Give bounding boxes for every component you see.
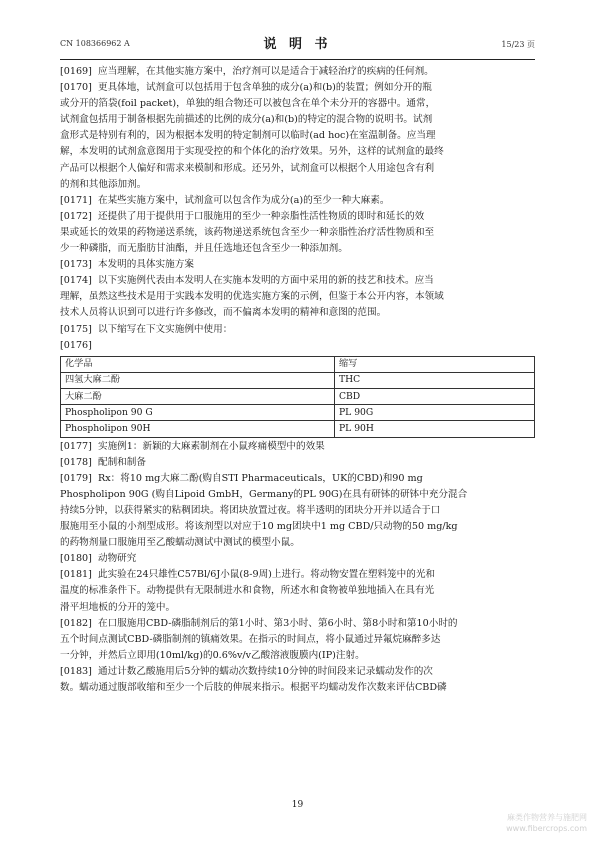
paragraph <box>60 455 535 471</box>
paragraph-number: [0170] <box>60 82 92 94</box>
table-header-abbr: 缩写 <box>335 356 535 372</box>
paragraph-line: Phospholipon 90G (购自Lipoid GmbH，Germany的PL 90G)在具有研钵的研钵中充分混合 <box>60 488 468 500</box>
page-counter: 15/23 页 <box>501 40 535 49</box>
paragraph-text: 在某些实施方案中，试剂盒可以包含作为成分(a)的至少一种大麻素。 <box>98 194 390 206</box>
table-row <box>61 421 535 437</box>
watermark <box>506 812 587 834</box>
paragraph-line <box>60 439 535 455</box>
paragraph-line <box>60 455 535 471</box>
table-row <box>61 389 535 405</box>
paragraph-number: [0173] <box>60 259 92 271</box>
paragraph-line: 持续5分钟，以获得紧实的粘稠团块。将团块放置过夜。将半透明的团块分开并以适合于口 <box>60 505 441 516</box>
paragraph-line <box>60 322 535 338</box>
table-cell-abbr: PL 90G <box>335 405 535 421</box>
paragraph-text: Rx：将10 mg大麻二酚(购自STI Pharmaceuticals，UK的CBD)和90 mg <box>98 472 423 484</box>
paragraph-number: [0176] <box>60 339 92 351</box>
paragraph-line: 一分钟，并然后立即用(10ml/kg)的0.6%v/v乙酸溶液腹膜内(IP)注射。 <box>60 649 365 661</box>
table-row <box>61 372 535 388</box>
table-header-row <box>61 356 535 372</box>
paragraph-number: [0182] <box>60 617 92 629</box>
table-cell-abbr: THC <box>335 372 535 388</box>
paragraph-line: 温度的标准条件下。动物提供有无限制进水和食物，所述水和食物被单独地插入在具有光 <box>60 585 435 597</box>
paragraph-number: [0171] <box>60 194 92 206</box>
paragraph-line <box>60 338 535 354</box>
document-title: 说 明 书 <box>263 37 332 52</box>
paragraph-text: 在口服施用CBD-磷脂制剂后的第1小时、第3小时、第6小时、第8小时和第10小时的 <box>98 617 458 629</box>
paragraph-text: 通过计数乙酸施用后5分钟的蠕动次数持续10分钟的时间段来记录蠕动发作的次 <box>98 665 433 677</box>
paragraph-number: [0169] <box>60 66 92 77</box>
paragraph-line <box>60 616 535 632</box>
watermark-site-name: 麻类作物营养与施肥网 <box>507 813 587 822</box>
paragraph <box>60 257 535 273</box>
paragraph-text: 此实验在24只雄性C57Bl/6J小鼠(8-9周)上进行。将动物安置在塑料笼中的光和 <box>98 569 436 581</box>
table-cell-abbr: CBD <box>335 389 535 405</box>
paragraph-line <box>60 193 535 209</box>
paragraph-number: [0181] <box>60 569 92 581</box>
table-cell-chemical: Phospholipon 90 G <box>61 405 335 421</box>
paragraph-line: 盒形式是特别有利的，因为根据本发明的特定制剂可以临时(ad hoc)在室温制备。应当理 <box>60 130 436 142</box>
paragraph-number: [0175] <box>60 323 92 335</box>
paragraph-line: 的药物剂量口服施用至乙酸蠕动测试中测试的模型小鼠。 <box>60 537 300 549</box>
paragraph-line: 的剂和其他添加剂。 <box>60 178 147 190</box>
paragraph-line <box>60 567 535 583</box>
paragraph-number: [0172] <box>60 210 92 222</box>
paragraph <box>60 471 535 551</box>
paragraph-group-2 <box>60 439 535 697</box>
table-row <box>61 405 535 421</box>
paragraph-line <box>60 551 535 567</box>
paragraph <box>60 273 535 321</box>
paragraph <box>60 64 535 80</box>
patent-number: CN 108366962 A <box>60 39 130 48</box>
paragraph-text: 以下实施例代表由本发明人在实施本发明的方面中采用的新的技艺和技术。应当 <box>98 275 434 287</box>
paragraph-number: [0178] <box>60 456 92 468</box>
paragraph-text: 动物研究 <box>98 553 137 565</box>
paragraph-line <box>60 80 535 96</box>
page-number: 19 <box>291 800 304 810</box>
paragraph <box>60 209 535 257</box>
paragraph-line: 滑平坦地板的分开的笼中。 <box>60 601 176 613</box>
table-cell-chemical: 四氢大麻二酚 <box>61 372 335 388</box>
paragraph-line: 果或延长的效果的药物递送系统，该药物递送系统包含至少一种亲脂性治疗活性物质和至 <box>60 226 435 238</box>
paragraph-text: 本发明的具体实施方案 <box>98 259 194 271</box>
paragraph-number: [0177] <box>60 440 92 452</box>
paragraph-line <box>60 273 535 289</box>
paragraph <box>60 551 535 567</box>
paragraph-line: 试剂盒包括用于制备根据先前描述的比例的成分(a)和(b)的特定的混合物的说明书。试剂 <box>60 114 433 126</box>
paragraph-number: [0179] <box>60 472 92 484</box>
paragraph-line <box>60 64 535 80</box>
paragraph-text: 实施例1：新颖的大麻素制剂在小鼠疼痛模型中的效果 <box>98 440 325 452</box>
paragraph-line <box>60 257 535 273</box>
paragraph <box>60 439 535 455</box>
paragraph-line: 服施用至小鼠的小剂型成形。将该剂型以对应于10 mg团块中1 mg CBD/只动物的50 mg/kg <box>60 521 458 533</box>
paragraph-line: 五个时间点测试CBD-磷脂制剂的镇痛效果。在指示的时间点，将小鼠通过异氟烷麻醉多达 <box>60 633 441 645</box>
table-header-chemical: 化学品 <box>61 356 335 372</box>
paragraph <box>60 80 535 193</box>
document-body <box>60 64 535 696</box>
paragraph-line <box>60 664 535 680</box>
paragraph <box>60 567 535 615</box>
paragraph-group-1 <box>60 64 535 354</box>
paragraph-text: 应当理解，在其他实施方案中，治疗剂可以是适合于减轻治疗的疾病的任何剂。 <box>98 66 434 77</box>
paragraph <box>60 664 535 696</box>
paragraph-text: 配制和制备 <box>98 456 146 468</box>
paragraph-line: 或分开的箔袋(foil packet)，单独的组合物还可以被包含在单个未分开的容器中。通常， <box>60 98 436 110</box>
page-header <box>60 32 535 56</box>
paragraph-line: 数。蠕动通过腹部收缩和至少一个后肢的伸展来指示。根据平均蠕动发作次数来评估CBD磷 <box>60 682 447 694</box>
table-cell-chemical: 大麻二酚 <box>61 389 335 405</box>
paragraph <box>60 616 535 664</box>
paragraph-text: 还提供了用于提供用于口服施用的至少一种亲脂性活性物质的即时和延长的效 <box>98 210 425 222</box>
table-cell-chemical: Phospholipon 90H <box>61 421 335 437</box>
paragraph-line: 技术人员将认识到可以进行许多修改，而不偏离本发明的精神和意图的范围。 <box>60 307 387 319</box>
paragraph <box>60 338 535 354</box>
paragraph-text: 更具体地，试剂盒可以包括用于包含单独的成分(a)和(b)的装置；例如分开的瓶 <box>98 82 432 94</box>
watermark-url: www.fibercrops.com <box>506 824 587 833</box>
paragraph <box>60 322 535 338</box>
paragraph-number: [0180] <box>60 553 92 565</box>
paragraph-number: [0183] <box>60 665 92 677</box>
paragraph-line: 解，本发明的试剂盒意图用于实现受控的和个体化的治疗效果。另外，这样的试剂盒的最终 <box>60 146 444 158</box>
paragraph-number: [0174] <box>60 275 92 287</box>
paragraph-line: 理解，虽然这些技术是用于实践本发明的优选实施方案的示例，但鉴于本公开内容，本领域 <box>60 291 444 303</box>
header-divider <box>60 59 535 60</box>
paragraph-line: 少一种磷脂，而无脂肪甘油酯，并且任选地还包含至少一种添加剂。 <box>60 243 348 255</box>
paragraph-line <box>60 471 535 487</box>
paragraph <box>60 193 535 209</box>
abbreviation-table <box>60 356 535 438</box>
table-cell-abbr: PL 90H <box>335 421 535 437</box>
paragraph-text: 以下缩写在下文实施例中使用： <box>98 323 233 335</box>
paragraph-line: 产品可以根据个人偏好和需求来模制和形成。还另外，试剂盒可以根据个人用途包含有利 <box>60 162 435 174</box>
paragraph-line <box>60 209 535 225</box>
